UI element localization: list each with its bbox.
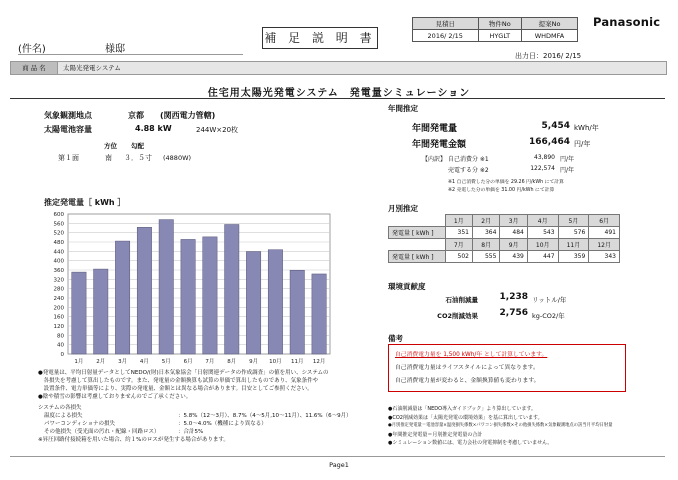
- y-tick-label: 80: [57, 333, 64, 340]
- co2-value: 2,756: [499, 308, 528, 318]
- y-tick-label: 0: [60, 352, 64, 358]
- month-value: 543: [527, 227, 558, 239]
- y-tick-label: 440: [53, 249, 64, 256]
- location-label: 気象観測地点: [44, 111, 92, 120]
- month-value: 359: [558, 251, 589, 263]
- co2-unit: kg-CO2/年: [532, 312, 565, 320]
- annual-gen-value: 5,454: [541, 121, 570, 131]
- x-tick-label: 8月: [227, 359, 237, 365]
- right-note-line: ●年間推定発電量＝月別推定発電量の合計: [388, 431, 483, 438]
- month-value: 351: [445, 227, 472, 239]
- face-direction: 南: [105, 154, 112, 162]
- loss-pcs-value: ：5.0～4.0%（機種により異なる）: [178, 421, 267, 427]
- monthly-heading: 月別推定: [388, 204, 418, 213]
- title-rule: [10, 98, 665, 99]
- monthly-table: [388, 214, 620, 263]
- x-tick-label: 5月: [161, 359, 171, 365]
- location-note: (関西電力管轄): [160, 111, 216, 120]
- main-title: 住宅用太陽光発電システム 発電量シミュレーション: [207, 88, 471, 99]
- x-tick-label: 10月: [269, 359, 282, 365]
- self-consumption-value: 43,890: [534, 154, 555, 161]
- left-note-line: ●陰や積雪の影響は考慮しておりませんのでご了承ください。: [38, 394, 192, 400]
- month-value: 364: [472, 227, 499, 239]
- right-notes: [388, 405, 668, 448]
- capacity-detail: 244W×20枚: [196, 126, 239, 134]
- annual-amount-unit: 円/年: [574, 140, 591, 148]
- month-value: 555: [472, 251, 499, 263]
- left-note-line: ●発電量は、平均日射量データとしてNEDO/(財)日本気象協会「日射関連データの作成調査」の値を用い、システムの: [38, 370, 329, 376]
- x-tick-label: 11月: [291, 359, 304, 365]
- y-tick-label: 360: [53, 268, 64, 274]
- right-note-line: ●石油削減量は「NEDO導入ガイドブック」より算出しています。: [388, 406, 537, 412]
- header-val-date: 2016/ 2/15: [413, 30, 479, 42]
- annual-gen-unit: kWh/年: [574, 124, 599, 132]
- remarks-box: [388, 344, 626, 392]
- product-name: 太陽光発電システム: [63, 64, 121, 72]
- face-watts: (4880W): [163, 154, 192, 162]
- location-value: 京都: [128, 111, 144, 120]
- remarks-line-2: 自己消費電力量はライフスタイルによって異なります。: [395, 365, 539, 371]
- month-header: 4月: [527, 215, 558, 227]
- annual-heading: 年間推定: [388, 104, 418, 113]
- co2-label: CO2削減効果: [437, 312, 478, 320]
- chart-bar: [115, 241, 129, 354]
- y-tick-label: 320: [53, 277, 64, 284]
- month-value: 491: [589, 227, 620, 239]
- right-note-line: ●月別推定発電量＝電池容量×温度損失係数×パワコン損失係数×その他損失係数×気象観測地点の該当月平均日射量: [388, 423, 613, 428]
- header-val-property: HYGLT: [478, 30, 522, 42]
- remarks-line-1: 自己消費電力量を 1,500 kWh/年 として計算しています。: [395, 352, 548, 358]
- direction-header: 方位: [104, 142, 117, 150]
- month-value: 447: [527, 251, 558, 263]
- capacity-value: 4.88 kW: [135, 124, 172, 133]
- loss-other-label: その他損失（受光面の汚れ・配線・回路ロス）: [44, 429, 160, 435]
- x-tick-label: 6月: [183, 359, 193, 365]
- output-date: 出力日：2016/ 2/15: [515, 52, 582, 60]
- annual-note-2: ※2 売電した分の単価を 31.00 円/kWh にて計算: [448, 188, 555, 193]
- chart-bar: [312, 274, 326, 354]
- document-title: 補 足 説 明 書: [262, 27, 378, 49]
- monthly-row-label: 発電量 [ kWh ]: [389, 251, 446, 263]
- loss-heading: システムの各損失: [38, 405, 82, 411]
- right-note-line: ●シミュレーション数値には、電力会社の発電抑制を考慮していません。: [388, 440, 553, 446]
- annual-amount-value: 166,464: [529, 137, 570, 147]
- chart-title: 推定発電量［ kWh ］: [44, 198, 126, 207]
- header-col-proposal: 提案No: [522, 18, 578, 30]
- month-header: 11月: [558, 239, 589, 251]
- self-consumption-unit: 円/年: [560, 156, 575, 163]
- month-header: 12月: [589, 239, 620, 251]
- y-tick-label: 480: [53, 240, 64, 246]
- chart-bar: [72, 272, 86, 354]
- x-tick-label: 9月: [249, 359, 259, 365]
- month-header: 10月: [527, 239, 558, 251]
- month-header: 5月: [558, 215, 589, 227]
- chart-bar: [225, 225, 239, 355]
- y-tick-label: 400: [53, 258, 64, 265]
- left-note-line: 設置条件、電力単価等により、実際の発電量、金額とは異なる場合があります。目安としてご参照ください。: [38, 386, 313, 392]
- chart-bar: [246, 252, 260, 354]
- customer-suffix: 様邸: [105, 44, 125, 55]
- y-tick-label: 240: [53, 296, 64, 302]
- x-tick-label: 3月: [118, 359, 128, 365]
- chart-bar: [137, 227, 151, 354]
- month-header: 8月: [472, 239, 499, 251]
- loss-section: [38, 404, 388, 444]
- loss-note: ※昇圧回路付接続箱を用いた場合、約１%のロスが発生する場合があります。: [38, 437, 229, 443]
- month-header: 9月: [500, 239, 527, 251]
- header-col-date: 見積日: [413, 18, 479, 30]
- env-heading: 環境貢献度: [388, 282, 426, 291]
- oil-value: 1,238: [499, 292, 528, 302]
- month-header: 6月: [589, 215, 620, 227]
- monthly-value-row: [389, 227, 620, 239]
- x-tick-label: 1月: [74, 359, 84, 365]
- header-info-table: [412, 17, 578, 42]
- y-tick-label: 560: [53, 221, 64, 228]
- y-tick-label: 600: [53, 212, 64, 218]
- remarks-line-3: 自己消費電力量が変わると、金額換算値も変わります。: [395, 378, 540, 384]
- sell-unit: 円/年: [560, 167, 575, 174]
- month-header: 7月: [445, 239, 472, 251]
- chart-bar: [94, 269, 108, 354]
- x-tick-label: 2月: [96, 359, 106, 365]
- footer-rule: [10, 456, 665, 457]
- left-note-line: 各損失を考慮して算出したものです。また、発電量の金額換算も試算の単価で算出したものであり、気象条件や: [38, 378, 319, 384]
- loss-temp-value: ：5.8%（12～3月）、8.7%（4～5月,10～11月）、11.6%（6～9月）: [178, 413, 352, 419]
- sell-label: 売電する分 ※2: [448, 167, 489, 174]
- annual-gen-label: 年間発電量: [412, 124, 458, 134]
- month-value: 576: [558, 227, 589, 239]
- month-header: 1月: [445, 215, 472, 227]
- month-value: 343: [589, 251, 620, 263]
- x-tick-label: 4月: [139, 359, 149, 365]
- oil-label: 石油削減量: [445, 296, 478, 304]
- loss-temp-label: 温度による損失: [44, 413, 83, 419]
- sell-value: 122,574: [530, 165, 555, 172]
- y-tick-label: 160: [53, 314, 64, 321]
- chart-bar: [290, 270, 304, 354]
- month-value: 484: [500, 227, 527, 239]
- monthly-value-row: [389, 251, 620, 263]
- loss-row-pcs: [38, 420, 388, 428]
- x-tick-label: 12月: [312, 359, 326, 365]
- month-header: 2月: [472, 215, 499, 227]
- annual-note-1: ※1 自己消費した分の単価を 29.26 円/kWh にて計算: [448, 180, 564, 185]
- capacity-label: 太陽電池容量: [44, 125, 92, 134]
- loss-pcs-label: パワーコンディショナの損失: [44, 421, 115, 427]
- annual-amount-label: 年間発電金額: [412, 140, 467, 150]
- loss-other-value: ：合計5%: [178, 429, 204, 435]
- page-number: Page1: [329, 461, 349, 469]
- chart-bar: [181, 239, 195, 354]
- monthly-row-label: 発電量 [ kWh ]: [389, 227, 446, 239]
- panasonic-logo: Panasonic: [593, 15, 661, 29]
- month-value: 502: [445, 251, 472, 263]
- chart-bar: [268, 250, 282, 354]
- chart-bar: [203, 237, 217, 354]
- header-col-property: 物件No: [478, 18, 522, 30]
- breakdown-label: 【内訳】: [422, 156, 447, 163]
- customer-underline: [18, 54, 243, 55]
- oil-unit: リットル/年: [532, 296, 567, 304]
- month-header: 3月: [500, 215, 527, 227]
- generation-bar-chart: [30, 208, 340, 368]
- face-slope: ３．５寸: [124, 154, 152, 162]
- face-label: 第１面: [58, 154, 79, 162]
- y-tick-label: 40: [57, 342, 64, 349]
- header-val-proposal: WHDMFA: [522, 30, 578, 42]
- y-tick-label: 520: [53, 230, 64, 237]
- self-consumption-label: 自己消費分 ※1: [448, 156, 489, 163]
- month-value: 439: [500, 251, 527, 263]
- product-label: 商 品 名: [10, 61, 58, 75]
- x-tick-label: 7月: [205, 359, 215, 365]
- loss-row-other: [38, 428, 388, 436]
- left-notes: [38, 369, 378, 401]
- y-tick-label: 280: [53, 286, 64, 293]
- right-note-line: ●CO2削減効果は「太陽光発電の環境効果」を基に算出しています。: [388, 414, 543, 421]
- monthly-header-row: [389, 215, 620, 227]
- customer-label: (件名): [18, 44, 46, 55]
- slope-header: 勾配: [131, 142, 144, 150]
- chart-bar: [159, 220, 173, 354]
- y-tick-label: 200: [53, 305, 64, 312]
- remarks-heading: 備考: [388, 334, 403, 343]
- loss-row-temp: [38, 412, 388, 420]
- y-tick-label: 120: [53, 324, 64, 330]
- monthly-header-row: [389, 239, 620, 251]
